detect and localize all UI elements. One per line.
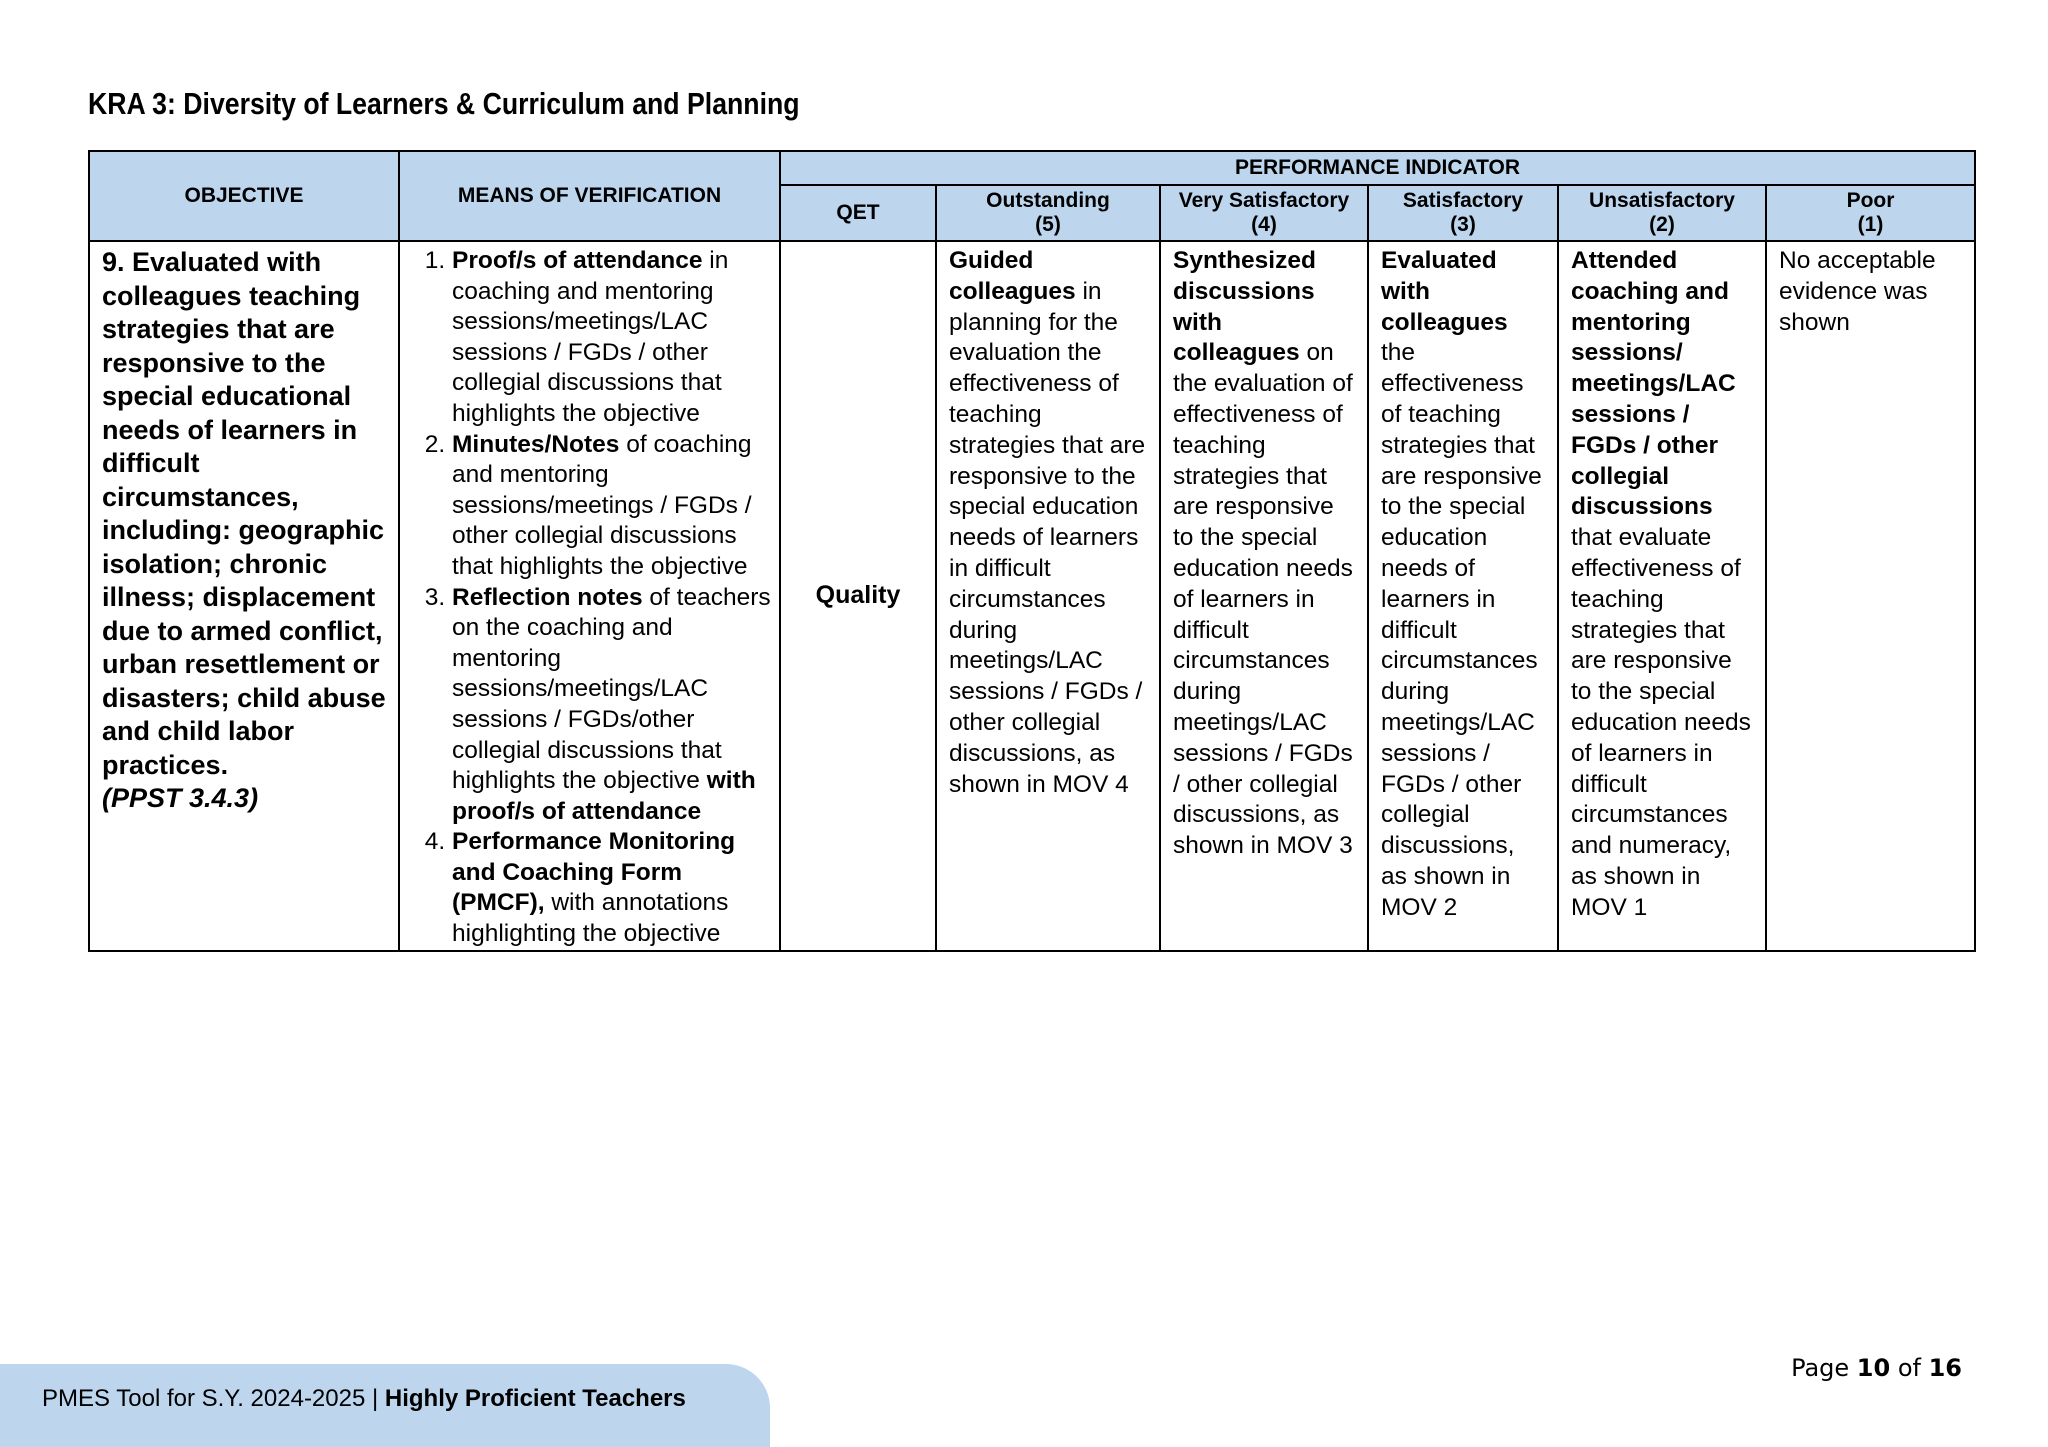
page-total: 16: [1928, 1354, 1962, 1382]
header-rating-very-satisfactory: [1160, 185, 1368, 241]
indicator-text: in planning for the evaluation the effectiveness of teaching strategies that are responsive to the special education needs of learners in difficult circumstances during meetings/LAC sessions / FGDs / other collegial discussions, as shown in MOV 4: [949, 277, 1146, 798]
rating-label: Poor: [1846, 189, 1895, 212]
kra-rubric-table: [88, 150, 1976, 952]
page-prefix: Page: [1791, 1354, 1857, 1382]
indicator-bold: Guided colleagues: [949, 247, 1076, 305]
objective-text: 9. Evaluated with colleagues teaching strategies that are responsive to the special educational needs of learners in difficult circumstances, including: geographic isolation; chronic illness; displacement due to armed conflict, urban resettlement or disasters; child abuse and child labor practices.: [102, 247, 386, 780]
mov-text: of coaching and mentoring sessions/meetings / FGDs / other collegial discussions that highlights the objective: [452, 430, 752, 580]
indicator-bold: Evaluated with colleagues: [1381, 247, 1508, 336]
rating-score: (1): [1857, 213, 1884, 236]
rating-label: Satisfactory: [1402, 189, 1524, 212]
header-rating-satisfactory: [1368, 185, 1558, 241]
indicator-text: on the evaluation of effectiveness of teaching strategies that are responsive to the special education needs of learners in difficult circumstances during meetings/LAC sessions / FGDs / other collegial discussions, as shown in MOV 3: [1173, 339, 1353, 860]
objective-cell: [89, 241, 399, 951]
page-current: 10: [1856, 1354, 1891, 1382]
very-satisfactory-cell: [1160, 241, 1368, 951]
outstanding-cell: [936, 241, 1160, 951]
indicator-text: the effectiveness of teaching strategies that are responsive to the special education needs of learners in difficult circumstances during meetings/LAC sessions / FGDs / other collegial discussions, as shown in MOV 2: [1381, 339, 1542, 921]
rating-score: (4): [1251, 213, 1277, 236]
list-item: [452, 827, 771, 949]
indicator-text: No acceptable evidence was shown: [1779, 247, 1936, 336]
mov-bold: Minutes/Notes: [452, 430, 620, 458]
mov-bold: Proof/s of attendance: [452, 247, 703, 274]
objective-reference: (PPST 3.4.3): [102, 783, 259, 813]
header-performance-indicator: PERFORMANCE INDICATOR: [780, 151, 1975, 185]
mov-list: [400, 242, 779, 950]
header-rating-unsatisfactory: [1558, 185, 1766, 241]
header-means-of-verification: MEANS OF VERIFICATION: [399, 151, 780, 241]
page-title: KRA 3: Diversity of Learners & Curriculum and Planning: [88, 86, 800, 121]
mov-text: with annotations highlighting the objective: [452, 889, 729, 948]
header-rating-outstanding: [936, 185, 1160, 241]
mov-bold: Reflection notes: [452, 583, 643, 611]
qet-cell: [780, 241, 936, 951]
footer-label: [42, 1385, 686, 1413]
satisfactory-cell: [1368, 241, 1558, 951]
rating-label: Outstanding: [986, 189, 1110, 212]
rating-score: (3): [1450, 213, 1476, 236]
header-objective: OBJECTIVE: [89, 151, 399, 241]
indicator-text: that evaluate effectiveness of teaching strategies that are responsive to the special education needs of learners in difficult circumstances and numeracy, as shown in MOV 1: [1571, 524, 1751, 921]
means-of-verification-cell: [399, 241, 780, 951]
page-number: [1791, 1354, 1962, 1382]
poor-cell: [1766, 241, 1975, 951]
page-of: of: [1890, 1354, 1929, 1382]
rating-score: (5): [1035, 213, 1061, 236]
rating-score: (2): [1649, 213, 1675, 236]
rating-label: Unsatisfactory: [1589, 189, 1735, 212]
mov-text: in coaching and mentoring sessions/meetings/LAC sessions / FGDs / other collegial discussions that highlights the objective: [452, 247, 729, 427]
footer-audience: Highly Proficient Teachers: [384, 1385, 686, 1412]
qet-value: Quality: [815, 581, 901, 610]
header-qet: QET: [780, 185, 936, 241]
indicator-bold: Attended coaching and mentoring sessions/ meetings/LAC sessions / FGDs / other collegial discussions: [1571, 247, 1736, 521]
list-item: [452, 246, 771, 430]
mov-bold: Performance Monitoring and Coaching Form (PMCF),: [452, 828, 736, 917]
table-row: [89, 241, 1975, 951]
rating-label: Very Satisfactory: [1178, 189, 1350, 212]
mov-bold-tail: with proof/s of attendance: [452, 767, 756, 825]
header-rating-poor: [1766, 185, 1975, 241]
footer-tool: PMES Tool for S.Y. 2024-2025 |: [42, 1385, 385, 1412]
mov-text: of teachers on the coaching and mentoring sessions/meetings/LAC sessions / FGDs/other collegial discussions that highlights the objective: [452, 583, 771, 795]
list-item: [452, 583, 771, 828]
unsatisfactory-cell: [1558, 241, 1766, 951]
list-item: [452, 430, 771, 583]
indicator-bold: Synthesized discussions with colleagues: [1173, 247, 1316, 367]
